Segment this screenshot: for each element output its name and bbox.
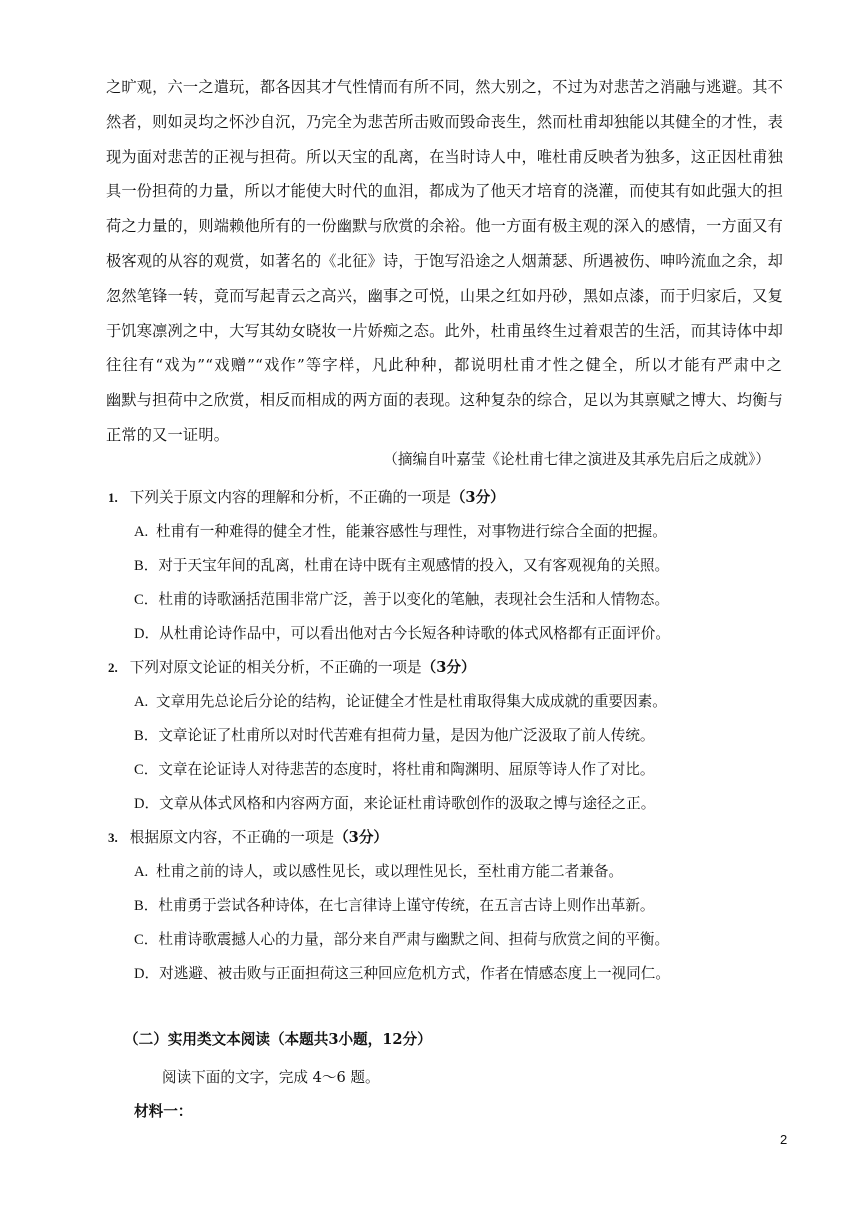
question-number: 2. [108,660,118,675]
question-3-option-a [134,860,623,884]
section-title: （二）实用类文本阅读（本题共3小题，12分） [124,1031,432,1048]
question-1-option-d [134,622,670,646]
passage-line: 具一份担荷的力量，所以才能使大时代的血泪，都成为了他天才培育的浇灌，而使其有如此强大的担 [106,182,784,201]
question-2-option-d [134,792,655,816]
passage-paragraph [106,70,782,453]
option-text: 对逃避、被击败与正面担荷这三种回应危机方式，作者在情感态度上一视同仁。 [159,965,670,982]
passage-line: 现为面对悲苦的正视与担荷。所以天宝的乱离，在当时诗人中，唯杜甫反映者为独多，这正因杜甫独 [106,147,784,166]
option-text: 从杜甫论诗作品中，可以看出他对古今长短各种诗歌的体式风格都有正面评价。 [159,625,670,642]
passage-line: 正常的又一证明。 [106,425,230,444]
question-1-option-b [134,554,669,578]
option-text: 杜甫诗歌震撼人心的力量，部分来自严肃与幽默之间、担荷与欣赏之间的平衡。 [158,931,670,948]
option-text: 对于天宝年间的乱离，杜甫在诗中既有主观感情的投入，又有客观视角的关照。 [158,557,670,574]
option-letter: A. [134,864,149,880]
passage-line: 幽默与担荷中之欣赏，相反而相成的两方面的表现。这种复杂的综合，足以为其禀赋之博大、均衡与 [106,391,784,410]
question-2-option-c [134,758,655,782]
option-text: 杜甫有一种难得的健全才性，能兼容感性与理性，对事物进行综合全面的把握。 [156,523,667,540]
question-1-stem [108,486,505,510]
question-3-option-d [134,962,670,986]
option-text: 文章在论证诗人对待悲苦的态度时，将杜甫和陶渊明、屈原等诗人作了对比。 [158,761,655,778]
option-text: 文章从体式风格和内容两方面，来论证杜甫诗歌创作的汲取之博与途径之正。 [159,795,656,812]
question-1-option-a [134,520,667,544]
question-2-option-a [134,690,667,714]
question-text: 根据原文内容，不正确的一项是 [129,829,335,846]
option-letter: D． [134,796,160,812]
question-3-option-c [134,928,669,952]
question-number: 1. [108,490,118,505]
question-score: （3分） [450,489,505,506]
option-letter: C． [134,932,159,948]
option-text: 杜甫勇于尝试各种诗体，在七言律诗上谨守传统，在五言古诗上则作出革新。 [158,897,655,914]
option-text: 文章用先总论后分论的结构，论证健全才性是杜甫取得集大成成就的重要因素。 [156,693,667,710]
question-text: 下列关于原文内容的理解和分析，不正确的一项是 [129,489,451,506]
passage-source: （摘编自叶嘉莹《论杜甫七律之演进及其承先启后之成就》） [383,451,770,468]
page-number: 2 [780,1132,788,1147]
passage-line: 极客观的从容的观赏，如著名的《北征》诗，于饱写沿途之人烟萧瑟、所遇被伤、呻吟流血之余，却 [106,251,784,270]
section-instruction: 阅读下面的文字，完成 4～6 题。 [162,1069,380,1086]
option-letter: D． [134,966,160,982]
passage-line: 于饥寒凛冽之中，大写其幼女晓妆一片娇痴之态。此外，杜甫虽终生过着艰苦的生活，而其诗体中却 [106,321,784,340]
passage-line: 往往有“戏为”“戏赠”“戏作”等字样，凡此种种，都说明杜甫才性之健全，所以才能有严肃中之 [106,356,782,375]
option-letter: A. [134,524,149,540]
passage-line: 忽然笔锋一转，竟而写起青云之高兴，幽事之可悦，山果之红如丹砂，黑如点漆，而于归家后，又复 [106,286,784,305]
option-letter: C． [134,592,159,608]
option-letter: B． [134,728,159,744]
option-letter: B． [134,898,159,914]
question-2-option-b [134,724,655,748]
option-text: 杜甫之前的诗人，或以感性见长，或以理性见长，至杜甫方能二者兼备。 [156,863,624,880]
question-text: 下列对原文论证的相关分析，不正确的一项是 [129,659,422,676]
material-heading: 材料一： [134,1103,193,1120]
question-number: 3. [108,830,118,845]
option-letter: D． [134,626,160,642]
question-3-stem [108,826,388,850]
question-1-option-c [134,588,669,612]
question-3-option-b [134,894,655,918]
option-letter: A. [134,694,149,710]
question-score: （3分） [421,659,476,676]
option-text: 杜甫的诗歌涵括范围非常广泛，善于以变化的笔触，表现社会生活和人情物态。 [158,591,670,608]
passage-line: 荷之力量的，则端赖他所有的一份幽默与欣赏的余裕。他一方面有极主观的深入的感情，一方面又有 [106,217,784,236]
passage-line: 之旷观，六一之遣玩，都各因其才气性情而有所不同，然大别之，不过为对悲苦之消融与逃避。其不 [106,78,784,96]
option-text: 文章论证了杜甫所以对时代苦难有担荷力量，是因为他广泛汲取了前人传统。 [158,727,655,744]
question-2-stem [108,656,476,680]
question-score: （3分） [334,829,389,846]
option-letter: C． [134,762,159,778]
option-letter: B． [134,558,159,574]
passage-line: 然者，则如灵均之怀沙自沉，乃完全为悲苦所击败而毁命丧生，然而杜甫却独能以其健全的才性，表 [106,112,784,131]
